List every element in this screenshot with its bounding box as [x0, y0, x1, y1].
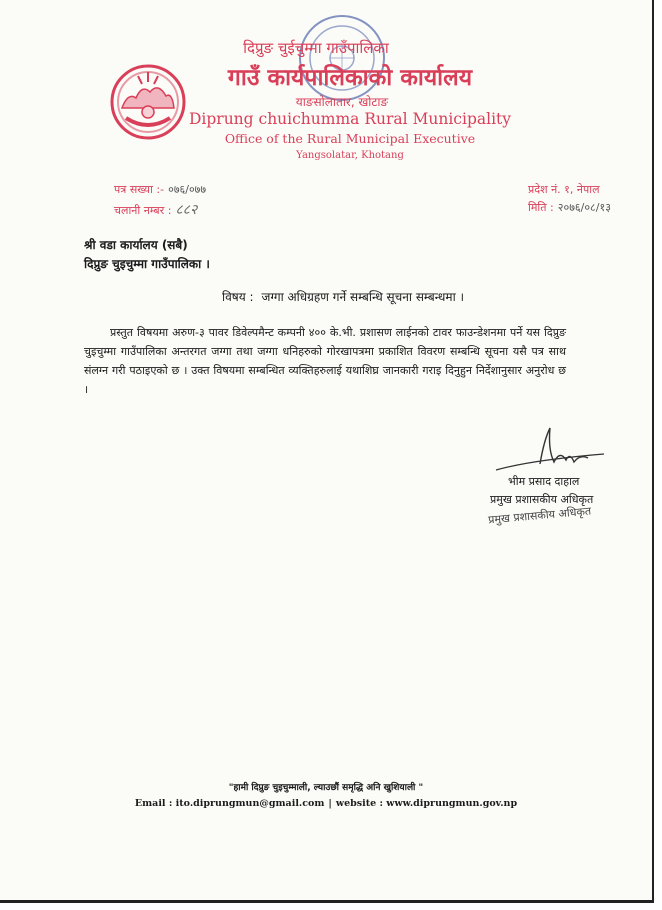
- dispatch-number-value: ८८२: [175, 202, 198, 218]
- recipient-line-2: दिप्रुङ चुइचुम्मा गाउँपालिका ।: [84, 257, 210, 271]
- dispatch-number-label: चलानी नम्बर :: [114, 204, 172, 217]
- letter-number-label: पत्र सख्या :-: [114, 183, 165, 196]
- office-name-english: Office of the Rural Municipal Executive: [224, 131, 476, 146]
- date-label: मिति :: [528, 201, 554, 214]
- footer-contact: [0, 798, 652, 809]
- recipient-line-1: श्री वडा कार्यालय (सबै): [84, 238, 188, 252]
- date-value: २०७६/०८/१३: [557, 201, 611, 214]
- municipality-name-nepali: दिप्रुङ चुईचुम्मा गाउँपालिका: [243, 39, 389, 57]
- website-label: website :: [335, 798, 383, 809]
- subject-line: [222, 288, 464, 305]
- subject-text: जग्गा अधिग्रहण गर्ने सम्बन्धि सूचना सम्बन्धमा ।: [261, 290, 465, 304]
- letter-number: [114, 182, 206, 197]
- letter-number-value: ०७६/०७७: [168, 183, 207, 196]
- signatory-name: भीम प्रसाद दाहाल: [508, 475, 580, 488]
- letter-body: प्रस्तुत विषयमा अरुण-३ पावर डिवेल्पमैन्ट कम्पनी ४०० के.भी. प्रशासण लाईनको टावर फाउन्डेशनमा पर्ने यस दिप्रुङ चुइचुम्मा गाउँपालिका अन्तरगत जग्गा तथा जग्गा धनिहरुको गोरखापत्रमा प्रकाशित विवरण सम्बन्धि सूचना यसै पत्र साथ संलग्न गरी पठाइएको छ । उक्त विषयमा सम्बन्धित व्यक्तिहरुलाई यथाशिघ्र जानकारी गराइ दिनुहुन निर्देशानुसार अनुरोध छ ।: [84, 326, 566, 396]
- office-name-nepali: गाउँ कार्यपालिकाको कार्यालय: [227, 65, 473, 91]
- email-label: Email :: [134, 798, 173, 809]
- office-address-english: Yangsolatar, Khotang: [296, 150, 404, 161]
- website-link[interactable]: www.diprungmun.gov.np: [386, 798, 518, 809]
- province-line: प्रदेश नं. १, नेपाल: [528, 183, 600, 196]
- letter-date: [528, 200, 611, 215]
- dispatch-number: [114, 200, 197, 219]
- footer-slogan: "हामी दिप्रुङ चुइचुम्माली, ल्याउछौं समृद्धि अनि खुशियाली ": [228, 783, 424, 793]
- signatory-title: प्रमुख प्रशासकीय अधिकृत: [490, 493, 594, 506]
- office-address-nepali: याङसोलातार, खोटाङ: [295, 95, 389, 109]
- footer-separator: |: [328, 798, 332, 809]
- handwritten-signature-icon: [488, 420, 608, 482]
- municipality-name-english: Diprung chuichumma Rural Municipality: [188, 110, 512, 128]
- email-address[interactable]: ito.diprungmun@gmail.com: [175, 798, 325, 809]
- subject-label: विषय :: [222, 290, 254, 304]
- signatory-stamp-title: प्रमुख प्रशासकीय अधिकृत: [487, 504, 592, 527]
